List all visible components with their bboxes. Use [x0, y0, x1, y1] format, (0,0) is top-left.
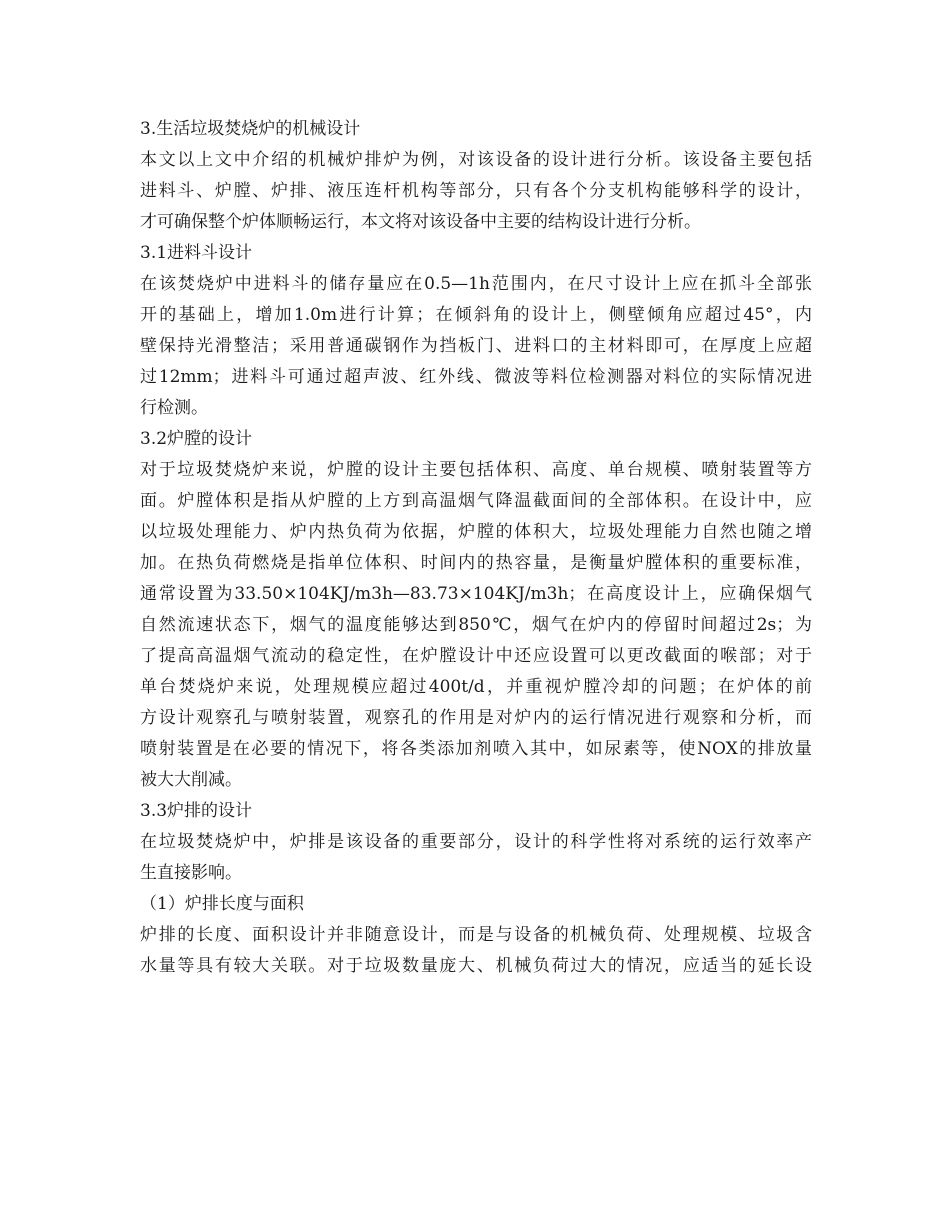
paragraph-line: 开的基础上，增加1.0m进行计算；在倾斜角的设计上，侧壁倾角应超过45°，内 [140, 305, 812, 325]
paragraph-line: 生直接影响。 [140, 863, 242, 883]
section-heading-3: 3.生活垃圾焚烧炉的机械设计 [140, 119, 361, 139]
paragraph-line: 壁保持光滑整洁；采用普通碳钢作为挡板门、进料口的主材料即可，在厚度上应超 [140, 336, 812, 356]
paragraph-line: 自然流速状态下，烟气的温度能够达到850℃，烟气在炉内的停留时间超过2s；为 [140, 615, 812, 635]
paragraph-line: 本文以上文中介绍的机械炉排炉为例，对该设备的设计进行分析。该设备主要包括 [140, 150, 812, 170]
paragraph-line: 在垃圾焚烧炉中，炉排是该设备的重要部分，设计的科学性将对系统的运行效率产 [140, 832, 812, 852]
subsection-heading-1: （1）炉排长度与面积 [140, 894, 304, 914]
paragraph-line: 面。炉膛体积是指从炉膛的上方到高温烟气降温截面间的全部体积。在设计中，应 [140, 491, 812, 511]
paragraph-line: 被大大削减。 [140, 770, 242, 790]
paragraph-line: 了提高高温烟气流动的稳定性，在炉膛设计中还应设置可以更改截面的喉部；对于 [140, 646, 812, 666]
paragraph-line: 以垃圾处理能力、炉内热负荷为依据，炉膛的体积大，垃圾处理能力自然也随之增 [140, 522, 812, 542]
paragraph-line: 在该焚烧炉中进料斗的储存量应在0.5—1h范围内，在尺寸设计上应在抓斗全部张 [140, 274, 812, 294]
section-heading-3-3: 3.3炉排的设计 [140, 801, 253, 821]
section-heading-3-2: 3.2炉膛的设计 [140, 429, 253, 449]
paragraph-line: 通常设置为33.50×104KJ/m3h—83.73×104KJ/m3h；在高度设计上，应确保烟气 [140, 584, 812, 604]
paragraph-line: 过12mm；进料斗可通过超声波、红外线、微波等料位检测器对料位的实际情况进 [140, 367, 812, 387]
paragraph-line: 进料斗、炉膛、炉排、液压连杆机构等部分，只有各个分支机构能够科学的设计， [140, 181, 812, 201]
paragraph-line: 喷射装置是在必要的情况下，将各类添加剂喷入其中，如尿素等，使NOX的排放量 [140, 739, 812, 759]
paragraph-line: 行检测。 [140, 398, 208, 418]
paragraph-line: 才可确保整个炉体顺畅运行，本文将对该设备中主要的结构设计进行分析。 [140, 212, 701, 232]
paragraph-line: 对于垃圾焚烧炉来说，炉膛的设计主要包括体积、高度、单台规模、喷射装置等方 [140, 460, 812, 480]
document-page [140, 114, 812, 982]
paragraph-line: 单台焚烧炉来说，处理规模应超过400t/d，并重视炉膛冷却的问题；在炉体的前 [140, 677, 812, 697]
paragraph-line: 方设计观察孔与喷射装置，观察孔的作用是对炉内的运行情况进行观察和分析，而 [140, 708, 812, 728]
paragraph-line: 炉排的长度、面积设计并非随意设计，而是与设备的机械负荷、处理规模、垃圾含 [140, 925, 812, 945]
paragraph-line: 水量等具有较大关联。对于垃圾数量庞大、机械负荷过大的情况，应适当的延长设 [140, 956, 812, 976]
section-heading-3-1: 3.1进料斗设计 [140, 243, 253, 263]
paragraph-line: 加。在热负荷燃烧是指单位体积、时间内的热容量，是衡量炉膛体积的重要标准， [140, 553, 812, 573]
